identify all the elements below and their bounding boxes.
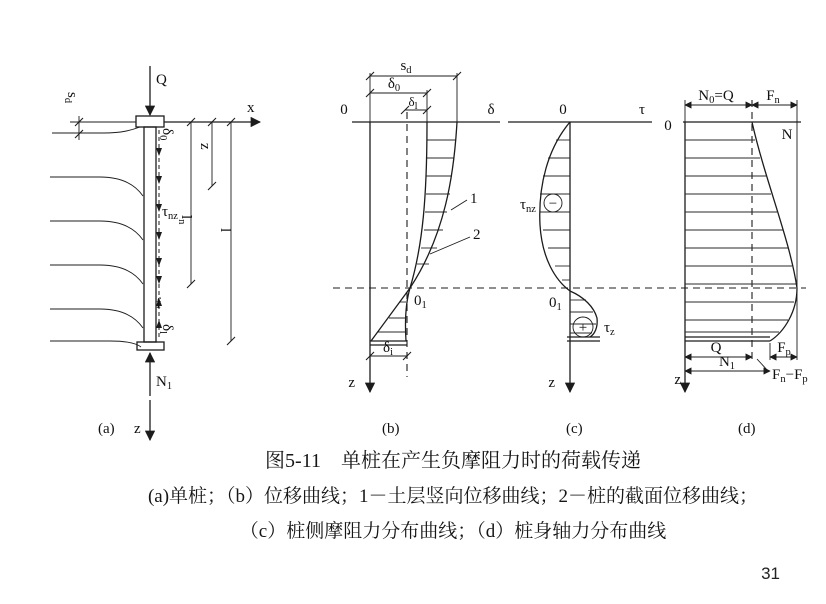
- label-z-axis-b: z: [348, 375, 355, 391]
- label-tau-nz-c: $\tau_{nz}$: [520, 197, 536, 215]
- label-z-axis-c: z: [548, 375, 555, 391]
- label-load-q: Q: [156, 72, 167, 88]
- panel-a-single-pile: [50, 66, 260, 440]
- label-z-depth: z: [197, 143, 213, 150]
- label-origin-d: 0: [664, 118, 672, 134]
- figure-title: 图5-11 单桩在产生负摩阻力时的荷载传递: [265, 450, 641, 472]
- panel-a-label: (a): [98, 421, 115, 437]
- panel-b-label: (b): [382, 421, 400, 437]
- label-delta-i: $\delta_i$: [383, 340, 393, 358]
- pile-tip-plate: [137, 342, 164, 350]
- label-ln: $l_n$: [176, 215, 194, 225]
- label-n1-dim: $N_1$: [718, 354, 736, 372]
- label-l: l: [217, 228, 233, 233]
- label-delta-axis: δ: [487, 102, 495, 118]
- page-number: 31: [761, 564, 780, 583]
- label-curve1: 1: [470, 191, 478, 207]
- label-fp: $F_p$: [777, 340, 791, 358]
- pile-shaft: [144, 127, 156, 342]
- label-x-axis: x: [247, 100, 255, 116]
- label-n1: $N_1$: [156, 374, 173, 392]
- label-delta-l-dim: $\delta_l$: [408, 94, 418, 112]
- label-z-axis-a: z: [134, 421, 141, 437]
- label-tau-axis: τ: [638, 102, 646, 118]
- panel-d-axial-force: [664, 88, 807, 437]
- label-sd: $s_d$: [62, 92, 80, 104]
- label-tau-z: $\tau_z$: [604, 320, 615, 338]
- hatch-lines-d: [685, 140, 796, 332]
- panel-c-label: (c): [566, 421, 583, 437]
- pile-cap: [136, 116, 164, 127]
- figure-caption: [80, 444, 826, 549]
- label-n-axis: N: [781, 127, 793, 143]
- label-delta0-dim: $\delta_0$: [387, 76, 401, 94]
- figure-legend-line-1: (a)单桩；（b）位移曲线；1－土层竖向位移曲线；2－桩的截面位移曲线；: [147, 486, 759, 507]
- label-fn-minus-fp: $F_n-F_p$: [772, 367, 808, 385]
- label-f: f: [156, 296, 161, 312]
- figure-legend-line-2: （c）桩侧摩阻力分布曲线；（d）桩身轴力分布曲线: [239, 521, 667, 542]
- label-delta0: $\delta_0$: [157, 128, 175, 141]
- axial-force-curve: [752, 122, 797, 341]
- label-curve2: 2: [473, 227, 481, 243]
- soil-settlement-curves: [50, 127, 143, 347]
- panel-d-label: (d): [738, 421, 756, 437]
- minus-sign: −: [548, 196, 558, 212]
- panel-b-displacement: [340, 58, 500, 437]
- label-z-axis-d: z: [674, 372, 681, 388]
- curve1-leader: [451, 200, 467, 210]
- label-neutral-point-c: $0_1$: [549, 295, 562, 313]
- label-q-dim: Q: [710, 340, 722, 356]
- label-delta-l: $\delta_l$: [157, 324, 175, 334]
- label-fn: $F_n$: [766, 88, 780, 106]
- label-origin-c: 0: [559, 102, 567, 118]
- label-neutral-point-b: $0_1$: [414, 293, 427, 311]
- label-tau-nz: $\tau_{nz}$: [162, 204, 178, 222]
- plus-sign: +: [578, 320, 588, 336]
- label-sd-dim: $s_d$: [400, 58, 412, 76]
- curve2-leader: [430, 237, 470, 254]
- panel-c-friction: [508, 102, 652, 437]
- label-n0-eq-q: $N_0=Q$: [698, 88, 734, 106]
- label-origin-b: 0: [340, 102, 348, 118]
- fnfp-leader: [757, 359, 769, 372]
